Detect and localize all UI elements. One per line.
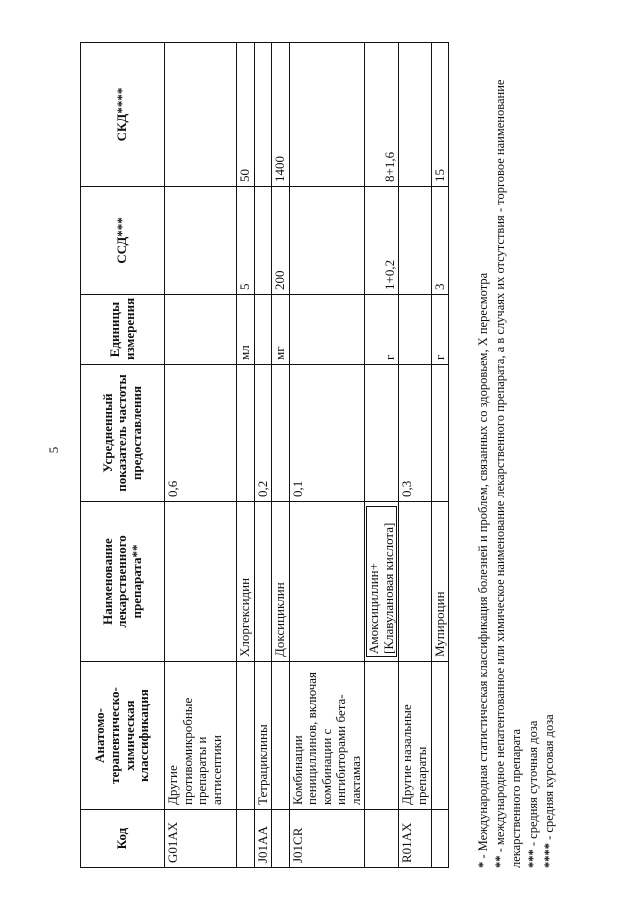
footnote [525,48,542,868]
cell-drug: Доксициклин [272,501,290,661]
table-row [272,42,290,867]
cell-frequency: 0,6 [165,364,237,501]
table-row [365,42,399,867]
cell-drug [365,501,399,661]
page-number: 5 [46,446,61,454]
cell-ssd [399,186,431,294]
header-ssd: ССД*** [81,186,165,294]
cell-frequency: 0,2 [254,364,272,501]
cell-skd [165,42,237,186]
footnote [541,48,558,868]
cell-code: J01CR [289,809,365,867]
cell-frequency: 0,1 [289,364,365,501]
footnote-text: - Международная статистическая классификация болезней и проблем, связанных со здоровьем, X пересмотра [476,272,491,862]
cell-frequency: 0,3 [399,364,431,501]
cell-skd: 8+1,6 [365,42,399,186]
cell-unit: мг [272,294,290,364]
footnote-mark: **** [542,842,557,868]
cell-ssd [289,186,365,294]
footnote-text: - средняя суточная доза [525,720,540,849]
cell-ssd: 200 [272,186,290,294]
table-row [254,42,272,867]
cell-code: G01AX [165,809,237,867]
cell-drug [289,501,365,661]
cell-skd [254,42,272,186]
cell-unit: г [431,294,449,364]
footnote-mark: ** [492,855,507,868]
cell-code [237,809,255,867]
header-drug: Наименование лекарственного препарата** [81,501,165,661]
cell-drug [165,501,237,661]
footnote-text: - средняя курсовая доза [542,713,557,843]
cell-atc: Другие противомикробные препараты и антисептики [165,661,237,809]
table-row [165,42,237,867]
cell-ssd [165,186,237,294]
table-row [289,42,365,867]
cell-atc: Тетрациклины [254,661,272,809]
cell-unit [165,294,237,364]
cell-code [431,809,449,867]
cell-frequency [237,364,255,501]
cell-atc [365,661,399,809]
cell-skd: 1400 [272,42,290,186]
footnote [492,48,525,868]
cell-code: R01AX [399,809,431,867]
cell-unit [399,294,431,364]
footnote-mark: *** [525,848,540,868]
header-code: Код [81,809,165,867]
cell-ssd: 5 [237,186,255,294]
table-row [237,42,255,867]
table-row [431,42,449,867]
cell-atc: Другие назальные препараты [399,661,431,809]
cell-code [272,809,290,867]
cell-skd: 50 [237,42,255,186]
rotated-page-content [80,38,640,868]
cell-ssd [254,186,272,294]
cell-unit [254,294,272,364]
table-header-row [81,42,165,867]
cell-code [365,809,399,867]
header-skd: СКД**** [81,42,165,186]
drug-table [80,42,449,868]
footnote-text: - международное непатентованное или химическое наименование лекарственного препарата, а в случаях их отсутствия - торговое наименование лекарственного препарата [492,79,524,868]
cell-skd: 15 [431,42,449,186]
cell-atc [237,661,255,809]
cell-frequency [365,364,399,501]
header-unit: Единицы измерения [81,294,165,364]
cell-frequency [431,364,449,501]
header-atc: Анатомо-терапевтическо-химическая классификация [81,661,165,809]
cell-frequency [272,364,290,501]
footnotes [475,48,558,868]
cell-drug [399,501,431,661]
cell-ssd: 1+0,2 [365,186,399,294]
cell-drug: Мупироцин [431,501,449,661]
cell-drug: Хлоргексидин [237,501,255,661]
cell-atc [431,661,449,809]
cell-atc [272,661,290,809]
footnote-mark: * [476,861,491,868]
cell-unit: г [365,294,399,364]
header-frequency: Усредненный показатель частоты предоставления [81,364,165,501]
cell-unit: мл [237,294,255,364]
cell-skd [289,42,365,186]
footnote [475,48,492,868]
cell-skd [399,42,431,186]
table-row [399,42,431,867]
cell-atc: Комбинации пенициллинов, включая комбинации с ингибиторами бета-лактамаз [289,661,365,809]
drug-name-boxed: Амоксициллин+ [Клавулановая кислота] [366,506,397,657]
cell-ssd: 3 [431,186,449,294]
cell-unit [289,294,365,364]
cell-drug [254,501,272,661]
cell-code: J01AA [254,809,272,867]
